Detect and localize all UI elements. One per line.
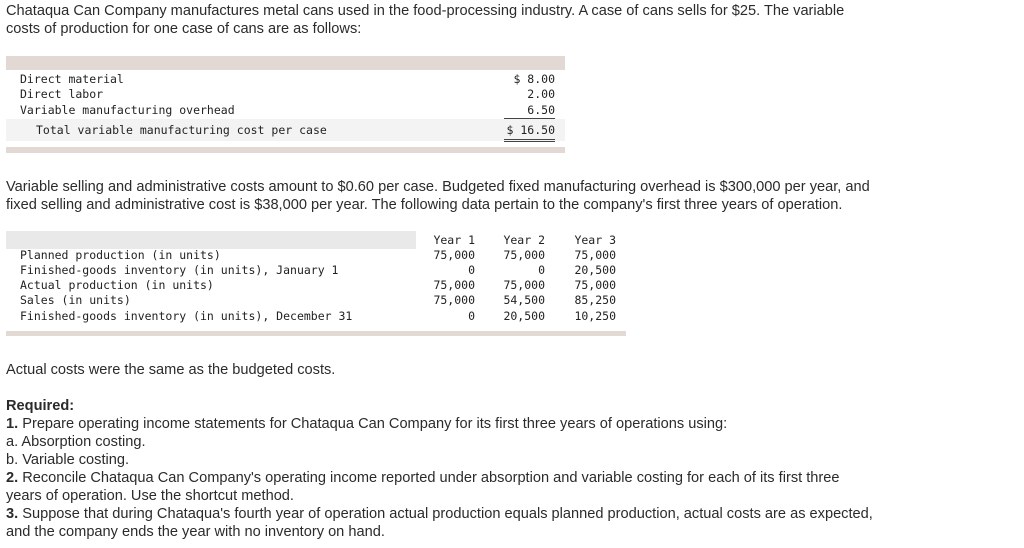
row-label: Actual production (in units) — [20, 278, 214, 292]
cell-year-3: 10,250 — [574, 309, 616, 323]
table-header-row — [6, 233, 626, 248]
table-row — [6, 278, 626, 293]
required-heading: Required: — [6, 398, 75, 414]
item-3-line-1: Suppose that during Chataqua's fourth year of operation actual production equals planned production, actual costs are as expected, — [18, 506, 873, 522]
intro-line-1: Chataqua Can Company manufactures metal cans used in the food-processing industry. A case of cans sells for $25. The variable — [6, 3, 845, 19]
column-header-year-2: Year 2 — [503, 233, 545, 247]
cell-year-1: 0 — [468, 263, 475, 277]
table-row — [6, 263, 626, 278]
cell-year-2: 75,000 — [503, 248, 545, 262]
item-3-line-2: and the company ends the year with no inventory on hand. — [6, 524, 385, 540]
variable-cost-table — [6, 56, 565, 153]
column-header-year-3: Year 3 — [574, 233, 616, 247]
cost-amount: 6.50 — [527, 103, 555, 117]
row-label: Planned production (in units) — [20, 248, 221, 262]
item-1a-text: a. Absorption costing. — [6, 434, 146, 450]
table-row — [6, 248, 626, 263]
total-double-underline — [504, 141, 555, 142]
cost-row-variable-overhead — [6, 103, 565, 118]
intro-line-2: costs of production for one case of cans are as follows: — [6, 21, 362, 37]
actual-costs-text: Actual costs were the same as the budgeted costs. — [6, 362, 336, 378]
table-top-band — [6, 56, 565, 70]
row-label: Finished-goods inventory (in units), December 31 — [20, 309, 353, 323]
item-1b-text: b. Variable costing. — [6, 452, 130, 468]
row-label: Finished-goods inventory (in units), January 1 — [20, 263, 339, 277]
item-1-number: 1. — [6, 416, 19, 432]
total-label: Total variable manufacturing cost per case — [36, 123, 327, 137]
item-2-number: 2. — [6, 470, 19, 486]
total-double-underline — [504, 139, 555, 140]
item-3-number: 3. — [6, 506, 19, 522]
cell-year-1: 75,000 — [433, 293, 475, 307]
middle-paragraph — [6, 178, 1006, 214]
cell-year-1: 0 — [468, 309, 475, 323]
cell-year-2: 54,500 — [503, 293, 545, 307]
subtotal-underline — [504, 118, 555, 119]
item-2-line-2: years of operation. Use the shortcut method. — [6, 488, 294, 504]
item-1-text: Prepare operating income statements for Chataqua Can Company for its first three years of operations using: — [18, 416, 728, 432]
column-header-year-1: Year 1 — [433, 233, 475, 247]
cell-year-3: 85,250 — [574, 293, 616, 307]
row-label: Sales (in units) — [20, 293, 131, 307]
cell-year-1: 75,000 — [433, 278, 475, 292]
cost-amount: 2.00 — [527, 87, 555, 101]
cost-label: Variable manufacturing overhead — [20, 103, 235, 117]
cell-year-1: 75,000 — [433, 248, 475, 262]
cost-label: Direct labor — [20, 87, 104, 101]
intro-paragraph — [6, 2, 1006, 38]
table-row — [6, 309, 626, 324]
cost-amount: $ 8.00 — [513, 72, 555, 86]
cell-year-3: 75,000 — [574, 248, 616, 262]
table-bottom-band — [6, 331, 626, 336]
cost-label: Direct material — [20, 72, 124, 86]
production-data-table — [6, 231, 626, 338]
cell-year-3: 20,500 — [574, 263, 616, 277]
cost-row-direct-labor — [6, 87, 565, 102]
table-bottom-band — [6, 147, 565, 153]
cell-year-2: 20,500 — [503, 309, 545, 323]
required-section — [6, 397, 1006, 541]
middle-line-2: fixed selling and administrative cost is $38,000 per year. The following data pertain to the company's first three years of operation. — [6, 197, 843, 213]
cost-row-total — [6, 123, 565, 138]
total-amount: $ 16.50 — [506, 123, 555, 137]
table-row — [6, 293, 626, 308]
middle-line-1: Variable selling and administrative costs amount to $0.60 per case. Budgeted fixed manufacturing overhead is $300,000 per year, and — [6, 179, 870, 195]
cell-year-2: 75,000 — [503, 278, 545, 292]
item-2-line-1: Reconcile Chataqua Can Company's operating income reported under absorption and variable costing for each of its first three — [18, 470, 840, 486]
cost-row-direct-material — [6, 72, 565, 87]
actual-costs-note — [6, 361, 1006, 379]
cell-year-3: 75,000 — [574, 278, 616, 292]
cell-year-2: 0 — [538, 263, 545, 277]
